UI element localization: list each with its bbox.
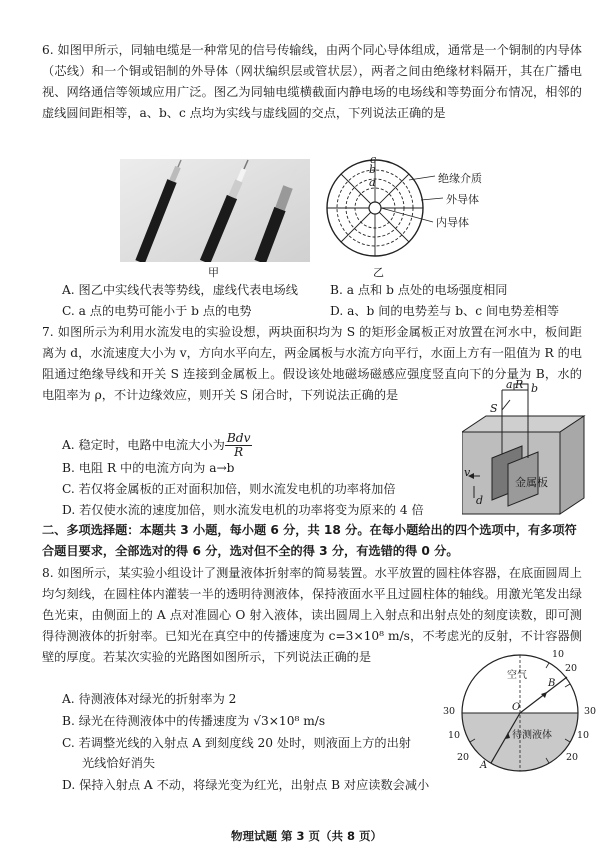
fig-q7-label-b: b	[531, 382, 539, 395]
fig-q8-tick-10-left: 10	[448, 730, 461, 741]
question-6-options	[62, 280, 582, 324]
q7-option-c[interactable]: C. 若仅将金属板的正对面积加倍，则水流发电机的功率将加倍	[62, 482, 396, 496]
q6-option-c[interactable]: C. a 点的电势可能小于 b 点的电势	[62, 304, 252, 318]
q7-option-a-prefix: A. 稳定时，电路中电流大小为	[62, 438, 225, 452]
question-6	[42, 40, 582, 124]
fig-yi-label-a: a	[369, 176, 376, 189]
fig-q7-label-s: S	[490, 402, 498, 415]
q8-option-c[interactable]	[62, 733, 411, 754]
q8-option-c-line2: 光线恰好消失	[82, 756, 156, 770]
fig-q8-label-a: A	[480, 760, 488, 771]
figure-yi-label: 乙	[373, 266, 384, 279]
fig-yi-label-c: c	[370, 153, 377, 166]
fig-q7-label-v: v	[464, 466, 471, 479]
fig-q8-label-liquid: 待测液体	[512, 730, 552, 741]
q6-option-a[interactable]: A. 图乙中实线代表等势线，虚线代表电场线	[62, 283, 298, 297]
fig-q8-tick-30-left: 30	[443, 706, 456, 717]
question-8-options	[62, 689, 462, 799]
q6-option-d[interactable]: D. a、b 间的电势差与 b、c 间电势差相等	[330, 304, 560, 318]
q7-option-a-denominator: R	[234, 445, 244, 459]
fig-q8-label-air: 空气	[507, 670, 527, 681]
figure-jia-cable-photo	[120, 159, 310, 262]
fig-yi-label-insulator: 绝缘介质	[438, 172, 482, 185]
fig-q7-label-d: d	[476, 494, 484, 507]
fig-yi-label-inner: 内导体	[436, 216, 469, 229]
q8-option-b[interactable]: B. 绿光在待测液体中的传播速度为 √3×10⁸ m/s	[62, 714, 326, 728]
fig-yi-label-b: b	[369, 163, 377, 176]
q7-option-b[interactable]: B. 电阻 R 中的电流方向为 a→b	[62, 461, 235, 475]
q8-option-d[interactable]: D. 保持入射点 A 不动，将绿光变为红光，出射点 B 对应读数会减小	[62, 778, 430, 792]
fig-q7-label-a: a	[506, 378, 513, 391]
fig-q8-tick-30-right: 30	[584, 706, 597, 717]
fig-q8-label-o: O	[512, 702, 521, 713]
q7-option-a-numerator: Bdv	[226, 431, 251, 445]
q8-option-c-line1: C. 若调整光线的入射点 A 到刻度线 20 处时，则液面上方的出射	[62, 736, 411, 750]
section-2-header: 二、多项选择题：本题共 3 小题，每小题 6 分，共 18 分。在每小题给出的四个选项中，有多项符合题目要求，全部选对的得 6 分，选对但不全的得 3 分，有选错的得 0 分。	[42, 523, 577, 558]
fig-q8-tick-20-left: 20	[457, 752, 470, 763]
q7-option-d[interactable]: D. 若仅使水流的速度加倍，则水流发电机的功率将变为原来的 4 倍	[62, 503, 424, 517]
question-7-options	[62, 428, 462, 528]
fig-q8-tick-10-top: 10	[552, 649, 565, 660]
fig-q8-tick-10-right: 10	[577, 730, 590, 741]
fig-q7-label-r: R	[515, 378, 524, 391]
fig-q8-tick-20-right: 20	[566, 752, 579, 763]
fig-q7-label-plate: 金属板	[515, 476, 548, 489]
fig-yi-label-outer: 外导体	[446, 193, 479, 206]
q8-option-a[interactable]: A. 待测液体对绿光的折射率为 2	[62, 692, 237, 706]
q6-option-b[interactable]: B. a 点和 b 点处的电场强度相同	[330, 283, 508, 297]
q7-option-a[interactable]	[62, 432, 252, 459]
page-footer: 物理试题 第 3 页（共 8 页）	[230, 829, 383, 843]
question-7-stem: 7. 如图所示为利用水流发电的实验设想，两块面积均为 S 的矩形金属板正对放置在河水中，板间距离为 d，水流速度大小为 v，方向水平向左，两金属板与水流方向平行，水面上方有一阻值为 R 的电阻通过绝缘导线和开关 S 连接到金属板上。假设该处地磁场磁感应强度竖直向下的分量为 B，水的电阻率为 ρ，不计边缘效应，则开关 S 闭合时，下列说法正确的是	[42, 325, 582, 402]
q7-option-a-fraction	[225, 432, 253, 459]
fig-q8-label-b: B	[548, 678, 556, 689]
figure-yi-cross-section	[325, 150, 525, 268]
fig-q8-tick-20-top: 20	[565, 663, 578, 674]
figure-jia-label: 甲	[208, 266, 219, 279]
question-6-stem: 6. 如图甲所示，同轴电缆是一种常见的信号传输线，由两个同心导体组成，通常是一个铜制的内导体（芯线）和一个铜或铝制的外导体（网状编织层或管状层），两者之间由绝缘材料隔开，其在广播电视、网络通信等领域应用广泛。图乙为同轴电缆横截面内静电场的电场线和等势面分布情况，相邻的虚线圆间距相等，a、b、c 点均为实线与虚线圆的交点，下列说法正确的是	[42, 43, 582, 120]
question-8-stem: 8. 如图所示，某实验小组设计了测量液体折射率的简易装置。水平放置的圆柱体容器，在底面圆周上均匀刻线，在圆柱体内灌装一半的透明待测液体，保持液面水平且过圆柱体的轴线。用激光笔发出绿色光束，由侧面上的 A 点对准圆心 O 射入液体，读出圆周上入射点和出射点处的刻度读数，即可测得待测液体的折射率。已知光在真空中的传播速度为 c=3×10⁸ m/s，不考虑光的反射，不计容器侧壁的厚度。若某次实验的光路图如图所示，下列说法正确的是	[42, 566, 582, 664]
